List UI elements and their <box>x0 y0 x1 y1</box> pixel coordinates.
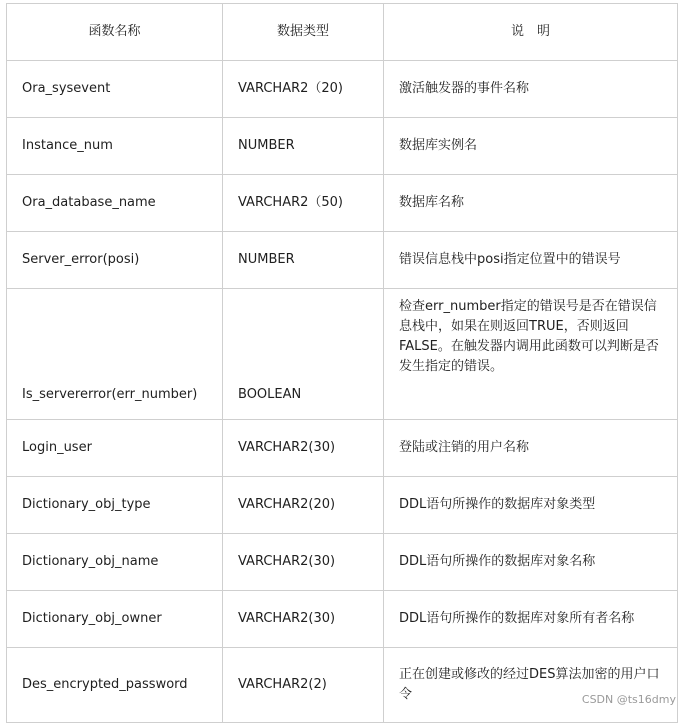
table-row <box>7 591 678 648</box>
data-type-cell: NUMBER <box>223 118 384 175</box>
function-name-cell: Instance_num <box>7 118 223 175</box>
description-cell: 错误信息栈中posi指定位置中的错误号 <box>384 232 678 289</box>
table-row <box>7 61 678 118</box>
function-name-cell: Is_servererror(err_number) <box>7 289 223 420</box>
table-row <box>7 420 678 477</box>
csdn-watermark: CSDN @ts16dmy <box>581 693 676 706</box>
data-type-cell: VARCHAR2(2) <box>223 648 384 723</box>
description-cell: 检查err_number指定的错误号是否在错误信息栈中，如果在则返回TRUE，否则返回FALSE。在触发器内调用此函数可以判断是否发生指定的错误。 <box>384 289 678 420</box>
data-type-cell: BOOLEAN <box>223 289 384 420</box>
table-header-row <box>7 4 678 61</box>
table-row <box>7 232 678 289</box>
attribute-function-table <box>6 3 678 723</box>
data-type-cell: VARCHAR2(20) <box>223 477 384 534</box>
data-type-cell: NUMBER <box>223 232 384 289</box>
table-row <box>7 289 678 420</box>
description-cell: 数据库名称 <box>384 175 678 232</box>
description-cell: DDL语句所操作的数据库对象所有者名称 <box>384 591 678 648</box>
header-data-type: 数据类型 <box>223 4 384 61</box>
function-name-cell: Dictionary_obj_owner <box>7 591 223 648</box>
function-name-cell: Dictionary_obj_name <box>7 534 223 591</box>
table-row <box>7 477 678 534</box>
header-function-name: 函数名称 <box>7 4 223 61</box>
function-name-cell: Ora_database_name <box>7 175 223 232</box>
table-row <box>7 175 678 232</box>
function-name-cell: Dictionary_obj_type <box>7 477 223 534</box>
data-type-cell: VARCHAR2(30) <box>223 534 384 591</box>
data-type-cell: VARCHAR2(30) <box>223 420 384 477</box>
description-cell: DDL语句所操作的数据库对象名称 <box>384 534 678 591</box>
data-type-cell: VARCHAR2（50) <box>223 175 384 232</box>
description-cell: 登陆或注销的用户名称 <box>384 420 678 477</box>
description-cell: 激活触发器的事件名称 <box>384 61 678 118</box>
table-row <box>7 118 678 175</box>
function-name-cell: Des_encrypted_password <box>7 648 223 723</box>
header-description: 说 明 <box>384 4 678 61</box>
function-name-cell: Ora_sysevent <box>7 61 223 118</box>
table-row <box>7 648 678 723</box>
description-cell: DDL语句所操作的数据库对象类型 <box>384 477 678 534</box>
data-type-cell: VARCHAR2(30) <box>223 591 384 648</box>
function-name-cell: Login_user <box>7 420 223 477</box>
description-cell: 数据库实例名 <box>384 118 678 175</box>
description-cell: 正在创建或修改的经过DES算法加密的用户口令 <box>384 648 678 723</box>
table-row <box>7 534 678 591</box>
data-type-cell: VARCHAR2（20) <box>223 61 384 118</box>
function-name-cell: Server_error(posi) <box>7 232 223 289</box>
